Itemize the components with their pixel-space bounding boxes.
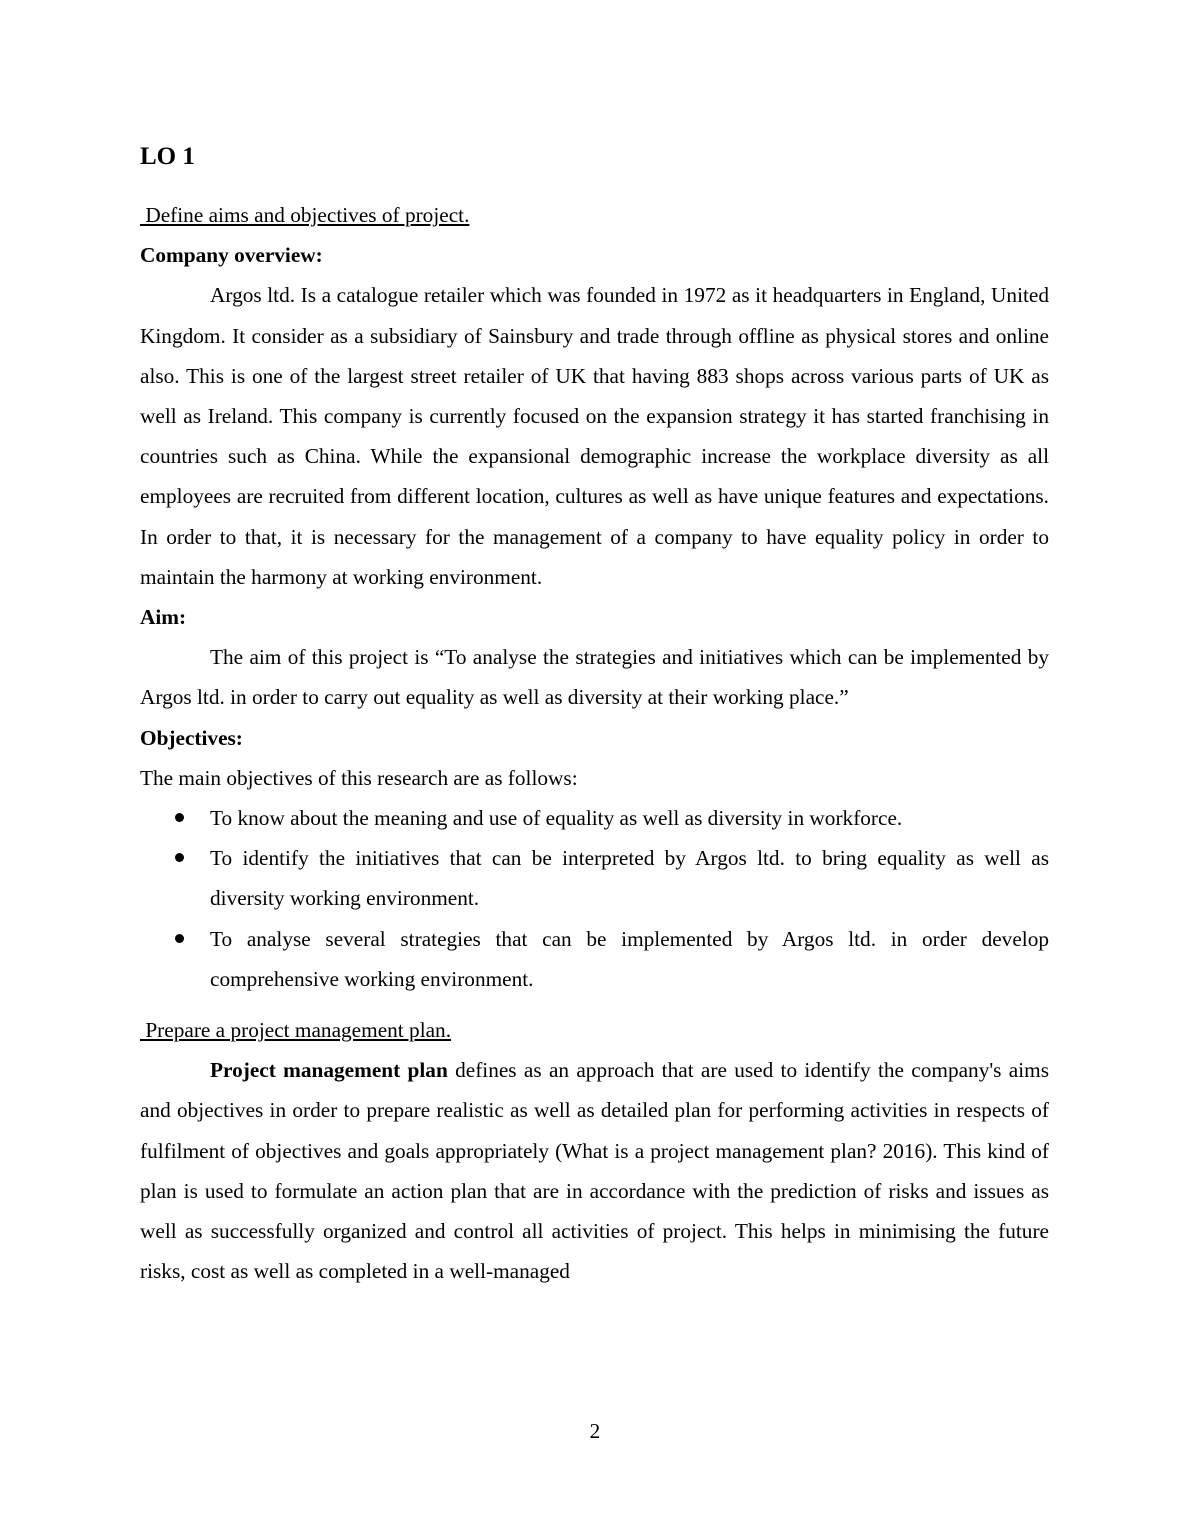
section-title-project-plan: Prepare a project management plan.: [140, 1018, 452, 1043]
aim-heading: Aim:: [140, 605, 187, 630]
objectives-list: [140, 798, 1049, 999]
page-number: 2: [589, 1419, 601, 1443]
bullet-icon: [175, 813, 184, 822]
project-plan-paragraph: [140, 1050, 1049, 1291]
aim-paragraph: The aim of this project is “To analyse the strategies and initiatives which can be implemented by Argos ltd. in order to carry out equality as well as diversity at their working place.”: [140, 645, 1049, 710]
objectives-intro: The main objectives of this research are as follows:: [140, 765, 578, 790]
company-overview-heading: Company overview:: [140, 243, 323, 268]
bullet-icon: [175, 853, 184, 862]
objective-item: [140, 838, 1049, 918]
objectives-heading: Objectives:: [140, 725, 243, 750]
page-content: [140, 140, 1049, 1291]
project-plan-term: Project management plan: [210, 1058, 448, 1083]
project-plan-text: defines as an approach that are used to identify the company's aims and objectives in order to prepare realistic as well as detailed plan for performing activities in respects of fulfilment of objectives and goals appropriately (What is a project management plan? 2016). This kind of plan is used to formulate an action plan that are in accordance with the prediction of risks and issues as well as successfully organized and control all activities of project. This helps in minimising the future risks, cost as well as completed in a well-managed: [140, 1058, 1049, 1284]
objective-text: To analyse several strategies that can be implemented by Argos ltd. in order develop comprehensive working environment.: [210, 926, 1049, 991]
objective-item: [140, 798, 1049, 838]
objective-text: To identify the initiatives that can be interpreted by Argos ltd. to bring equality as well as diversity working environment.: [210, 846, 1049, 911]
bullet-icon: [175, 934, 184, 943]
objective-item: [140, 919, 1049, 999]
objective-text: To know about the meaning and use of equality as well as diversity in workforce.: [210, 806, 903, 831]
company-overview-paragraph: Argos ltd. Is a catalogue retailer which was founded in 1972 as it headquarters in England, United Kingdom. It consider as a subsidiary of Sainsbury and trade through offline as physical stores and online also. This is one of the largest street retailer of UK that having 883 shops across various parts of UK as well as Ireland. This company is currently focused on the expansion strategy it has started franchising in countries such as China. While the expansional demographic increase the workplace diversity as all employees are recruited from different location, cultures as well as have unique features and expectations. In order to that, it is necessary for the management of a company to have equality policy in order to maintain the harmony at working environment.: [140, 283, 1049, 589]
section-title-aims-objectives: Define aims and objectives of project.: [140, 203, 470, 227]
page-heading: LO 1: [140, 143, 195, 170]
